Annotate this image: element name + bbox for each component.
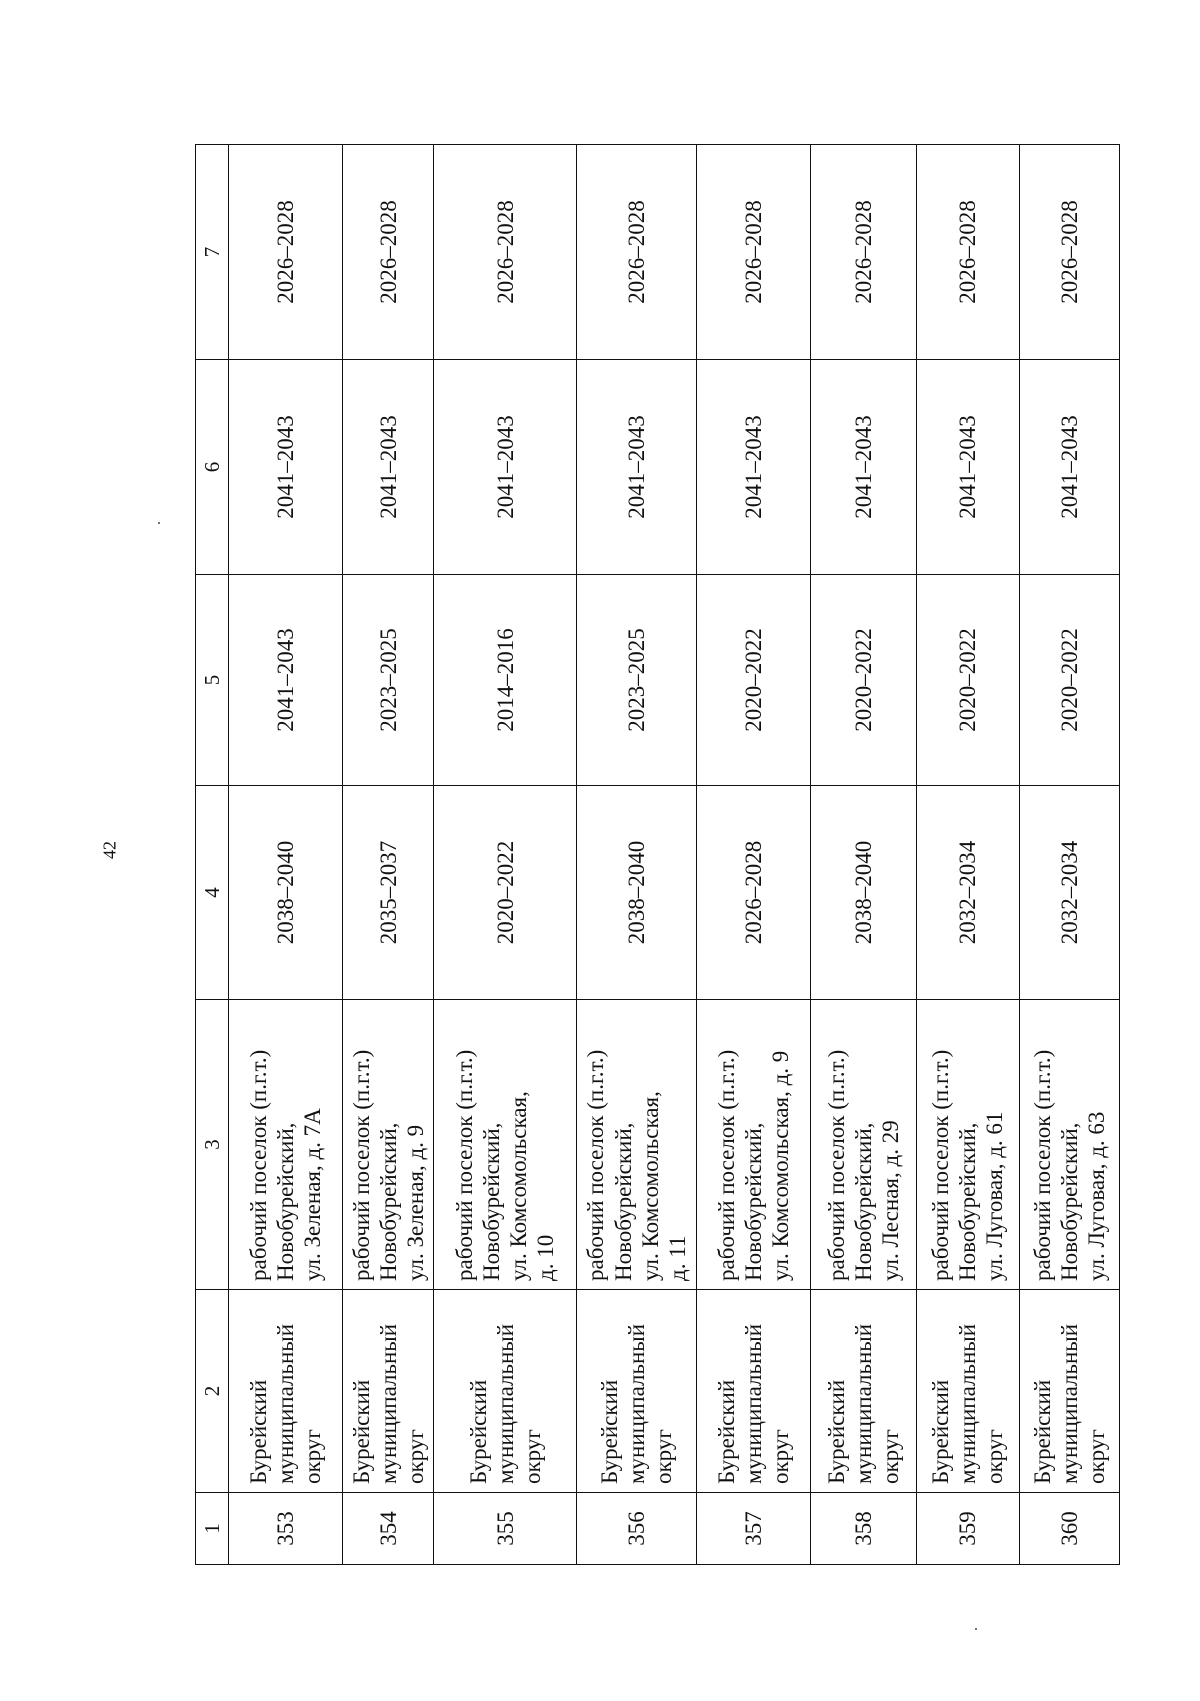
period-cell-4: 2026–2028 [697,786,811,1000]
column-header: 2 [196,1290,229,1493]
table-container [195,145,1120,1565]
district-cell [1019,1290,1119,1493]
address-line: ул. Комсомольская, [506,1091,532,1281]
period-cell-5: 2020–2022 [811,575,917,786]
district-line: округ [982,1429,1008,1484]
period-cell-7: 2026–2028 [343,145,434,360]
table-row [229,145,343,1565]
address-line: Новобурейский, [479,1122,505,1281]
address-cell [916,1000,1019,1290]
period-cell-5: 2041–2043 [229,575,343,786]
district-cell [434,1290,577,1493]
address-line: д. 10 [533,1234,559,1281]
address-line: ул. Лесная, д. 29 [878,1120,904,1281]
period-cell-5: 2023–2025 [343,575,434,786]
address-line: Новобурейский, [851,1122,877,1281]
period-cell-6: 2041–2043 [434,360,577,575]
row-number-cell: 354 [343,1493,434,1565]
column-header: 4 [196,786,229,1000]
district-line: округ [651,1429,677,1484]
table-row [916,145,1019,1565]
district-line: Бурейский [1029,1379,1055,1484]
period-cell-7: 2026–2028 [229,145,343,360]
district-cell [916,1290,1019,1493]
period-cell-5: 2020–2022 [697,575,811,786]
district-line: Бурейский [823,1379,849,1484]
address-cell [697,1000,811,1290]
address-line: Новобурейский, [741,1122,767,1281]
scan-speck [158,522,160,524]
address-cell [343,1000,434,1290]
period-cell-5: 2020–2022 [916,575,1019,786]
row-number-cell: 356 [577,1493,697,1565]
address-cell [577,1000,697,1290]
table-row [1019,145,1119,1565]
period-cell-4: 2032–2034 [1019,786,1119,1000]
address-line: рабочий поселок (п.г.т.) [452,1049,478,1281]
table-row [811,145,917,1565]
table-header-row [196,145,229,1565]
scan-speck [975,1628,977,1630]
period-cell-6: 2041–2043 [343,360,434,575]
period-cell-5: 2020–2022 [1019,575,1119,786]
period-cell-6: 2041–2043 [916,360,1019,575]
district-line: округ [300,1429,326,1484]
address-cell [229,1000,343,1290]
district-line: Бурейский [596,1379,622,1484]
table-row [577,145,697,1565]
district-cell [343,1290,434,1493]
district-line: Бурейский [465,1379,491,1484]
period-cell-6: 2041–2043 [811,360,917,575]
row-number-cell: 359 [916,1493,1019,1565]
district-line: муниципальный [851,1323,877,1484]
period-cell-5: 2023–2025 [577,575,697,786]
district-line: муниципальный [741,1323,767,1484]
district-line: муниципальный [1056,1323,1082,1484]
period-cell-7: 2026–2028 [1019,145,1119,360]
period-cell-6: 2041–2043 [577,360,697,575]
address-line: ул. Комсомольская, [637,1091,663,1281]
period-cell-6: 2041–2043 [229,360,343,575]
address-line: Новобурейский, [610,1122,636,1281]
address-line: рабочий поселок (п.г.т.) [823,1049,849,1281]
district-line: муниципальный [273,1323,299,1484]
address-line: рабочий поселок (п.г.т.) [348,1049,374,1281]
district-line: округ [1083,1429,1109,1484]
column-header: 7 [196,145,229,360]
address-cell [1019,1000,1119,1290]
address-line: ул. Луговая, д. 63 [1083,1111,1109,1281]
address-line: д. 11 [664,1235,690,1281]
column-header: 3 [196,1000,229,1290]
district-cell [811,1290,917,1493]
period-cell-4: 2020–2022 [434,786,577,1000]
row-number-cell: 353 [229,1493,343,1565]
table-row [434,145,577,1565]
row-number-cell: 360 [1019,1493,1119,1565]
district-line: муниципальный [375,1323,401,1484]
address-line: рабочий поселок (п.г.т.) [928,1049,954,1281]
address-line: ул. Луговая, д. 61 [982,1111,1008,1281]
address-cell [434,1000,577,1290]
table-row [343,145,434,1565]
period-cell-4: 2035–2037 [343,786,434,1000]
district-line: Бурейский [245,1379,271,1484]
address-line: Новобурейский, [273,1122,299,1281]
address-line: Новобурейский, [375,1122,401,1281]
row-number-cell: 355 [434,1493,577,1565]
period-cell-4: 2038–2040 [811,786,917,1000]
address-line: рабочий поселок (п.г.т.) [245,1049,271,1281]
district-line: Бурейский [928,1379,954,1484]
table-row [697,145,811,1565]
period-cell-7: 2026–2028 [811,145,917,360]
district-line: муниципальный [624,1323,650,1484]
district-line: округ [768,1429,794,1484]
district-cell [697,1290,811,1493]
district-line: округ [519,1429,545,1484]
data-table [195,144,1120,1565]
row-number-cell: 358 [811,1493,917,1565]
district-line: муниципальный [492,1323,518,1484]
period-cell-5: 2014–2016 [434,575,577,786]
period-cell-7: 2026–2028 [697,145,811,360]
column-header: 6 [196,360,229,575]
period-cell-4: 2038–2040 [229,786,343,1000]
district-cell [577,1290,697,1493]
district-line: округ [402,1429,428,1484]
address-line: ул. Зеленая, д. 9 [402,1124,428,1281]
column-header: 1 [196,1493,229,1565]
period-cell-7: 2026–2028 [434,145,577,360]
row-number-cell: 357 [697,1493,811,1565]
district-line: муниципальный [955,1323,981,1484]
column-header: 5 [196,575,229,786]
address-line: Новобурейский, [1056,1122,1082,1281]
period-cell-7: 2026–2028 [577,145,697,360]
address-line: Новобурейский, [955,1122,981,1281]
district-cell [229,1290,343,1493]
address-cell [811,1000,917,1290]
period-cell-4: 2038–2040 [577,786,697,1000]
period-cell-6: 2041–2043 [697,360,811,575]
district-line: Бурейский [714,1379,740,1484]
page-number: 42 [99,841,120,859]
period-cell-7: 2026–2028 [916,145,1019,360]
district-line: округ [878,1429,904,1484]
address-line: рабочий поселок (п.г.т.) [1029,1049,1055,1281]
period-cell-6: 2041–2043 [1019,360,1119,575]
district-line: Бурейский [348,1379,374,1484]
address-line: рабочий поселок (п.г.т.) [714,1049,740,1281]
address-line: ул. Зеленая, д. 7А [300,1108,326,1281]
address-line: рабочий поселок (п.г.т.) [583,1049,609,1281]
address-line: ул. Комсомольская, д. 9 [768,1050,794,1281]
period-cell-4: 2032–2034 [916,786,1019,1000]
